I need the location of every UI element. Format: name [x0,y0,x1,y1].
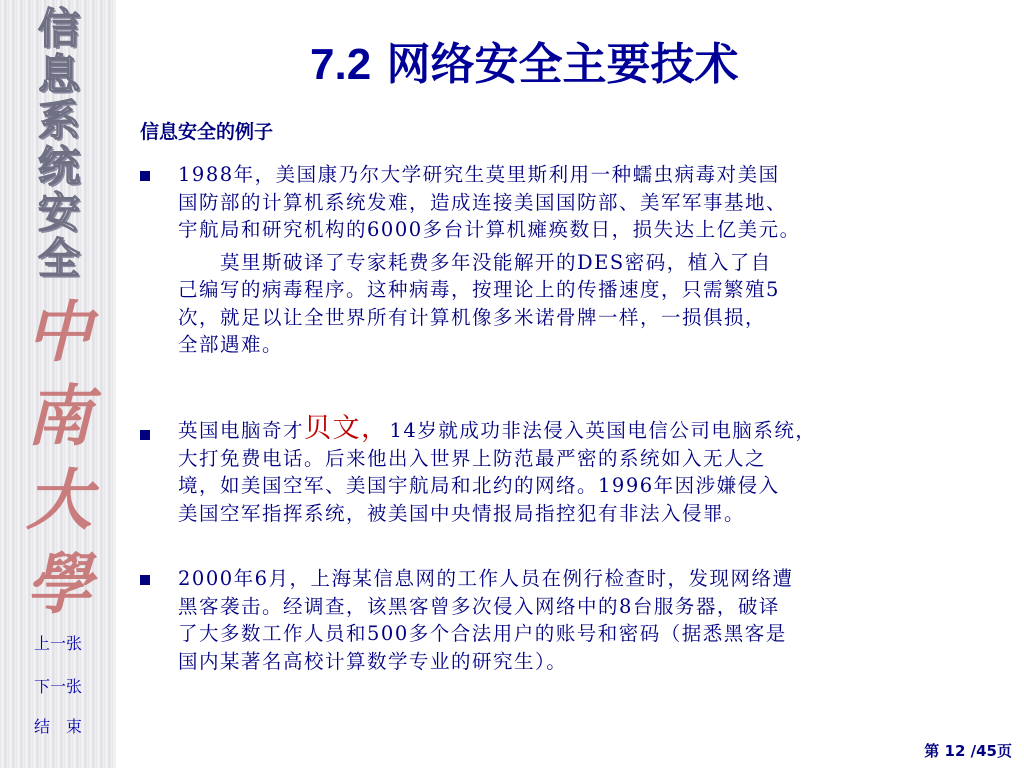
text-line [178,415,1008,445]
text-line: 国防部的计算机系统发难，造成连接美国国防部、美军军事基地、 [178,190,788,214]
text-line: 境，如美国空军、美国宇航局和北约的网络。1996年因涉嫌侵入 [178,474,780,497]
page-current: 12 [944,742,966,760]
highlighted-name: 贝文， [304,413,390,444]
slide-title-text: 网络安全主要技术 [371,39,739,90]
text-line: 黑客袭击。经调查，该黑客曾多次侵入网络中的8台服务器，破译 [178,594,780,618]
sidebar [0,0,116,768]
bullet-icon [140,430,150,440]
vertical-title-char: 系 [37,96,80,145]
text-line: 己编写的病毒程序。这种病毒，按理论上的传播速度，只需繁殖5 [178,278,780,301]
university-calligraphy-logo [10,290,108,626]
text-rest: 14岁就成功非法侵入英国电信公司电脑系统， [389,419,817,442]
list-item-3 [178,565,1008,675]
vertical-title-char: 统 [37,142,80,191]
vertical-title [16,6,102,282]
page-separator: / [965,742,977,760]
text-line: 国内某著名高校计算数学专业的研究生）。 [178,649,568,673]
bullet-icon [140,575,150,585]
bullet-icon [140,171,150,181]
text-line: 美国空军指挥系统，被美国中央情报局指控犯有非法入侵罪。 [178,501,746,525]
text-line: 了大多数工作人员和500多个合法用户的账号和密码（据悉黑客是 [178,622,787,645]
text-line: 莫里斯破译了专家耗费多年没能解开的DES密码，植入了自 [178,250,772,274]
school-char: 學 [26,545,92,623]
vertical-title-char: 安 [37,188,80,237]
school-char: 南 [26,377,92,455]
vertical-title-char: 全 [37,234,80,283]
text-line: 1988年，美国康乃尔大学研究生莫里斯利用一种蠕虫病毒对美国 [178,163,780,186]
list-item-1 [178,161,1008,359]
page-prefix: 第 [924,742,945,760]
subheading: 信息安全的例子 [140,121,274,143]
prev-slide-button[interactable]: 上一张 [33,634,82,653]
slide-title-number: 7.2 [310,40,372,89]
page-suffix: 页 [996,742,1012,760]
page-indicator [924,740,1012,761]
page-total: 45 [976,742,997,760]
text-prefix: 英国电脑奇才 [178,419,305,442]
school-char: 大 [26,461,92,539]
slide-title [310,28,739,92]
text-line: 宇航局和研究机构的6000多台计算机瘫痪数日，损失达上亿美元。 [178,218,801,241]
vertical-title-char: 信 [37,4,80,53]
text-line: 次，就足以让全世界所有计算机像多米诺骨牌一样，一损俱损， [178,305,767,329]
text-line: 全部遇难。 [178,333,284,356]
end-show-button[interactable]: 结 束 [33,717,82,736]
text-line: 2000年6月，上海某信息网的工作人员在例行检查时，发现网络遭 [178,567,794,590]
list-item-2 [178,415,1008,527]
text-line: 大打免费电话。后来他出入世界上防范最严密的系统如入无人之 [178,446,767,470]
next-slide-button[interactable]: 下一张 [33,677,82,696]
vertical-title-char: 息 [37,50,80,99]
school-char: 中 [26,293,92,371]
